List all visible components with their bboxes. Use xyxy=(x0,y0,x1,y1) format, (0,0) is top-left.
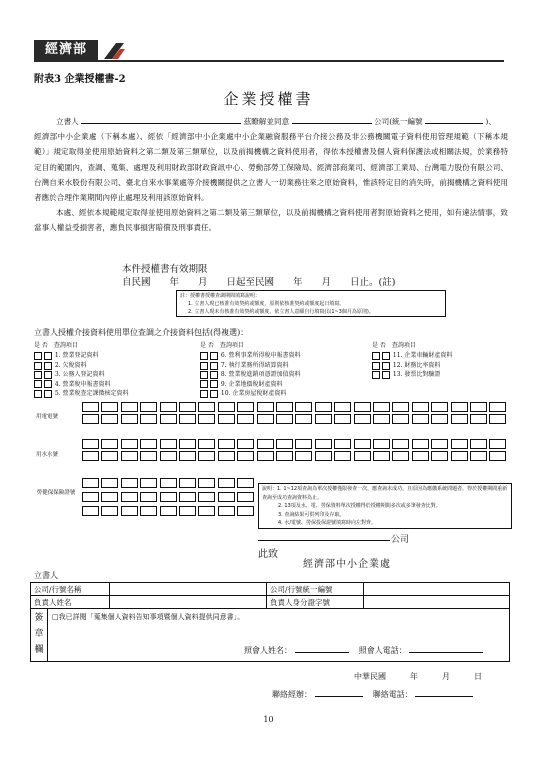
digit-box[interactable] xyxy=(412,414,429,424)
intro-paragraph-1: 經濟部中小企業處（下稱本處）、經依「經濟部中小企業處中小企業融資服務平台介接公務及非公務機關電子資料使用管理規範（下稱本規範）」規定取得並使用原始資料之第二類及第三類單位，以及前揭機構之資料使用者，得依本授權書及個人資料保護法或相關法規，於業務特定目的範圍內，查調、蒐集、處理及利用財政部財政資訊中心、勞動部勞工保險局、經濟部商業司、經濟部工業局、台灣電力股份有限公司、台灣自來水股份有限公司、臺北自來水事業處等介接機關提供之立書人一切業務往來之原始資料，惟該特定目的消失時，前揭機構之資料使用者應於合理作業期間內停止處理及利用該原始資料。 xyxy=(34,132,508,203)
water-number-label: 用水水號 xyxy=(36,452,59,458)
digit-box[interactable] xyxy=(101,492,118,502)
digit-box[interactable] xyxy=(431,439,448,449)
no-checkbox[interactable] xyxy=(44,390,52,398)
no-checkbox[interactable] xyxy=(210,371,218,379)
yes-checkbox[interactable] xyxy=(372,352,380,360)
seal-label: 簽章欄 xyxy=(31,609,48,661)
intro-consent: 茲瞭解並同意 xyxy=(243,117,290,126)
digit-box[interactable] xyxy=(431,451,448,461)
guarantor-name-label: 照會人姓名： xyxy=(244,646,292,655)
digit-box[interactable] xyxy=(140,414,157,424)
digit-box[interactable] xyxy=(179,506,196,516)
digit-box[interactable] xyxy=(334,414,351,424)
check-item-label: 2. 欠稅資料 xyxy=(54,361,87,369)
digit-box[interactable] xyxy=(140,492,157,502)
checklist-column-1 xyxy=(34,341,129,398)
yes-checkbox[interactable] xyxy=(200,380,208,388)
check-item xyxy=(34,389,129,398)
digit-box[interactable] xyxy=(237,506,254,516)
digit-box[interactable] xyxy=(315,414,332,424)
company-name-blank[interactable] xyxy=(292,114,372,124)
no-checkbox[interactable] xyxy=(382,352,390,360)
explanation-item: 4. 水/電號、勞保投保證號填寫時向左對齊。 xyxy=(278,520,377,526)
digit-box[interactable] xyxy=(218,439,235,449)
digit-box[interactable] xyxy=(82,492,99,502)
check-item xyxy=(34,361,129,370)
check-item xyxy=(200,389,301,398)
digit-box[interactable] xyxy=(160,492,177,502)
check-item xyxy=(34,370,129,379)
digit-box[interactable] xyxy=(489,402,506,412)
document-title: 企業授權書 xyxy=(223,90,314,108)
digit-box[interactable] xyxy=(179,478,196,488)
signer-label: 立書人 xyxy=(34,571,58,580)
digit-box[interactable] xyxy=(412,402,429,412)
yes-checkbox[interactable] xyxy=(200,362,208,370)
contact-handler-blank[interactable] xyxy=(315,687,363,697)
contact-phone-blank[interactable] xyxy=(415,687,473,697)
digit-box[interactable] xyxy=(82,439,99,449)
digit-box[interactable] xyxy=(392,451,409,461)
digit-box[interactable] xyxy=(101,402,118,412)
water-number-grid[interactable] xyxy=(82,439,512,475)
labor-insurance-label: 勞健保保險證號 xyxy=(36,490,76,496)
digit-box[interactable] xyxy=(276,451,293,461)
digit-box[interactable] xyxy=(431,402,448,412)
digit-box[interactable] xyxy=(257,414,274,424)
digit-box[interactable] xyxy=(295,451,312,461)
yes-checkbox[interactable] xyxy=(200,371,208,379)
check-item-label: 11. 企業車輛財產資料 xyxy=(392,352,453,360)
no-checkbox[interactable] xyxy=(210,390,218,398)
check-item xyxy=(372,351,452,360)
no-checkbox[interactable] xyxy=(382,362,390,370)
explanation-item: 說明：1. 1~12項查詢為單次授權僅限發查一次，應查詢未成功，且原因為應繳系統問題者，得於授權期間重新查詢至成功查詢資料為止。 xyxy=(262,486,508,501)
labor-insurance-grid[interactable] xyxy=(82,478,256,528)
check-item xyxy=(200,361,301,370)
digit-box[interactable] xyxy=(354,414,371,424)
no-checkbox[interactable] xyxy=(210,352,218,360)
checklist-column-3 xyxy=(372,341,452,380)
digit-box[interactable] xyxy=(489,451,506,461)
digit-box[interactable] xyxy=(373,439,390,449)
explanation-item: 2. 13項及水、電、勞保資料單次授權得於授權期間多次或多筆發查比對。 xyxy=(278,503,441,509)
digit-box[interactable] xyxy=(315,402,332,412)
check-item-label: 7. 執行業務所得結算資料 xyxy=(220,361,289,369)
digit-box[interactable] xyxy=(412,439,429,449)
digit-box[interactable] xyxy=(121,478,138,488)
digit-box[interactable] xyxy=(82,451,99,461)
digit-box[interactable] xyxy=(179,402,196,412)
yes-checkbox[interactable] xyxy=(34,390,42,398)
yes-checkbox[interactable] xyxy=(34,352,42,360)
intro-party: 立書人 xyxy=(56,117,79,126)
check-item-label: 4. 營業稅申報書資料 xyxy=(54,380,111,388)
digit-box[interactable] xyxy=(470,451,487,461)
digit-box[interactable] xyxy=(354,439,371,449)
yes-checkbox[interactable] xyxy=(34,380,42,388)
owner-name-field[interactable] xyxy=(110,596,267,609)
digit-box[interactable] xyxy=(218,492,235,502)
company-name-label: 公司/行號名稱 xyxy=(31,583,110,596)
digit-box[interactable] xyxy=(470,402,487,412)
validity-note-title: 註：授權書授權查調期間填寫說明： xyxy=(180,293,261,299)
digit-box[interactable] xyxy=(218,451,235,461)
yes-checkbox[interactable] xyxy=(372,362,380,370)
check-item-label: 10. 企業房屋稅財產資料 xyxy=(220,390,287,398)
page-number: 10 xyxy=(263,715,274,724)
farewell: 此致 xyxy=(258,549,278,560)
column-header: 是 否 查詢項目 xyxy=(200,342,244,349)
guarantor-phone-blank[interactable] xyxy=(409,643,483,653)
digit-box[interactable] xyxy=(101,414,118,424)
guarantor-name-blank[interactable] xyxy=(295,643,349,653)
yes-checkbox[interactable] xyxy=(200,352,208,360)
digit-box[interactable] xyxy=(198,478,215,488)
ministry-logo: 經濟部 xyxy=(34,40,98,60)
digit-box[interactable] xyxy=(334,402,351,412)
digit-box[interactable] xyxy=(257,439,274,449)
digit-box[interactable] xyxy=(218,506,235,516)
digit-box[interactable] xyxy=(82,478,99,488)
no-checkbox[interactable] xyxy=(382,371,390,379)
validity-note-item: 2. 立書人現未有核准有效契約或額度，依立書人意願自行填寫(以1~3個月為原則)。 xyxy=(188,309,374,315)
check-item-label: 9. 企業地價稅財產資料 xyxy=(220,380,283,388)
company-name-field[interactable] xyxy=(110,583,267,596)
digit-box[interactable] xyxy=(121,439,138,449)
company-name-line[interactable] xyxy=(258,540,390,541)
check-item xyxy=(200,380,301,389)
check-item xyxy=(34,380,129,389)
company-suffix: 公司 xyxy=(391,535,410,545)
header-rule xyxy=(34,60,504,62)
consent-checkbox-label[interactable]: □我已詳閱「蒐集個人資料告知事項暨個人資料提供同意書」。 xyxy=(52,613,245,621)
check-item-label: 1. 營業登記資料 xyxy=(54,352,99,360)
check-item xyxy=(200,351,301,360)
intro-text xyxy=(34,114,508,236)
digit-box[interactable] xyxy=(257,402,274,412)
digit-box[interactable] xyxy=(101,506,118,516)
digit-box[interactable] xyxy=(334,451,351,461)
digit-box[interactable] xyxy=(121,492,138,502)
yes-checkbox[interactable] xyxy=(34,362,42,370)
recipient: 經濟部中小企業處 xyxy=(303,559,391,570)
checklist-column-2 xyxy=(200,341,301,398)
digit-box[interactable] xyxy=(198,492,215,502)
digit-box[interactable] xyxy=(412,451,429,461)
digit-box[interactable] xyxy=(276,414,293,424)
company-id-label: 公司/行號統一編號 xyxy=(267,583,364,596)
digit-box[interactable] xyxy=(218,402,235,412)
digit-box[interactable] xyxy=(470,414,487,424)
digit-box[interactable] xyxy=(101,439,118,449)
digit-box[interactable] xyxy=(237,439,254,449)
digit-box[interactable] xyxy=(140,451,157,461)
digit-box[interactable] xyxy=(489,439,506,449)
digit-box[interactable] xyxy=(451,402,468,412)
digit-box[interactable] xyxy=(295,402,312,412)
digit-box[interactable] xyxy=(392,414,409,424)
digit-box[interactable] xyxy=(82,506,99,516)
digit-box[interactable] xyxy=(489,414,506,424)
digit-box[interactable] xyxy=(392,402,409,412)
intro-paragraph-2: 本處、經依本規範規定取得並使用原始資料之第二類及第三類單位，以及前揭機構之資料使用者對原始資料之使用，如有違法情事，致當事人權益受損害者，應負民事損害賠償及刑事責任。 xyxy=(34,208,508,233)
check-item-label: 13. 發票比對驗證 xyxy=(392,371,441,379)
column-header: 是 否 查詢項目 xyxy=(372,342,416,349)
digit-box[interactable] xyxy=(160,506,177,516)
digit-box[interactable] xyxy=(237,402,254,412)
check-item-label: 5. 營業稅查定課徵核定資料 xyxy=(54,390,129,398)
column-header: 是 否 查詢項目 xyxy=(34,342,78,349)
explanation-box xyxy=(258,483,512,529)
digit-box[interactable] xyxy=(82,402,99,412)
digit-box[interactable] xyxy=(198,414,215,424)
digit-box[interactable] xyxy=(179,414,196,424)
date-line[interactable]: 中華民國 年 月 日 xyxy=(354,672,482,681)
check-item-label: 12. 財務比率資料 xyxy=(392,361,441,369)
validity-period[interactable]: 自民國 年 月 日起至民國 年 月 日止。(註) xyxy=(122,277,396,288)
digit-box[interactable] xyxy=(334,439,351,449)
digit-box[interactable] xyxy=(160,478,177,488)
digit-box[interactable] xyxy=(198,439,215,449)
owner-name-label: 負責人姓名 xyxy=(31,596,110,609)
seal-area[interactable] xyxy=(31,609,510,662)
digit-box[interactable] xyxy=(101,451,118,461)
digit-box[interactable] xyxy=(237,414,254,424)
digit-box[interactable] xyxy=(179,451,196,461)
digit-box[interactable] xyxy=(179,439,196,449)
digit-box[interactable] xyxy=(431,414,448,424)
yes-checkbox[interactable] xyxy=(34,371,42,379)
digit-box[interactable] xyxy=(354,451,371,461)
digit-box[interactable] xyxy=(218,478,235,488)
no-checkbox[interactable] xyxy=(210,380,218,388)
digit-box[interactable] xyxy=(198,506,215,516)
no-checkbox[interactable] xyxy=(44,371,52,379)
digit-box[interactable] xyxy=(179,492,196,502)
digit-box[interactable] xyxy=(160,402,177,412)
digit-box[interactable] xyxy=(218,414,235,424)
digit-box[interactable] xyxy=(237,492,254,502)
owner-id-field[interactable] xyxy=(364,596,510,609)
contact-handler-label: 聯絡經辦： xyxy=(272,690,312,699)
party-name-blank[interactable] xyxy=(81,114,241,124)
check-item xyxy=(200,370,301,379)
contact-line xyxy=(272,687,473,700)
digit-box[interactable] xyxy=(451,414,468,424)
digit-box[interactable] xyxy=(276,402,293,412)
digit-box[interactable] xyxy=(237,451,254,461)
digit-box[interactable] xyxy=(315,451,332,461)
ministry-emblem-icon xyxy=(100,40,126,60)
no-checkbox[interactable] xyxy=(44,380,52,388)
no-checkbox[interactable] xyxy=(44,352,52,360)
digit-box[interactable] xyxy=(82,414,99,424)
digit-box[interactable] xyxy=(198,402,215,412)
explanation-item: 3. 查詢結果可供列印及存取。 xyxy=(278,511,345,518)
digit-box[interactable] xyxy=(121,402,138,412)
digit-box[interactable] xyxy=(237,478,254,488)
digit-box[interactable] xyxy=(160,451,177,461)
digit-box[interactable] xyxy=(140,439,157,449)
digit-box[interactable] xyxy=(121,506,138,516)
digit-box[interactable] xyxy=(373,451,390,461)
no-checkbox[interactable] xyxy=(210,362,218,370)
digit-box[interactable] xyxy=(295,439,312,449)
digit-box[interactable] xyxy=(198,451,215,461)
digit-box[interactable] xyxy=(295,414,312,424)
validity-title: 本件授權書有效期限 xyxy=(122,264,208,275)
digit-box[interactable] xyxy=(392,439,409,449)
digit-box[interactable] xyxy=(121,451,138,461)
check-item-label: 8. 營業稅進銷項憑證加值資料 xyxy=(220,371,301,379)
signature-table xyxy=(30,582,510,662)
digit-box[interactable] xyxy=(257,451,274,461)
company-id-field[interactable] xyxy=(364,583,510,596)
check-item xyxy=(372,370,452,379)
check-item-label: 6. 營利事業所得稅申報書資料 xyxy=(220,352,301,360)
check-item-label: 3. 公務人登記資料 xyxy=(54,371,105,379)
digit-box[interactable] xyxy=(451,439,468,449)
digit-box[interactable] xyxy=(140,402,157,412)
guarantor-phone-label: 照會人電話： xyxy=(358,646,407,655)
digit-box[interactable] xyxy=(373,414,390,424)
digit-box[interactable] xyxy=(373,402,390,412)
digit-box[interactable] xyxy=(354,402,371,412)
digit-box[interactable] xyxy=(470,439,487,449)
digit-box[interactable] xyxy=(451,451,468,461)
no-checkbox[interactable] xyxy=(44,362,52,370)
intro-close: )、 xyxy=(485,117,496,126)
digit-box[interactable] xyxy=(160,439,177,449)
digit-box[interactable] xyxy=(276,439,293,449)
owner-id-label: 負責人身分證字號 xyxy=(267,596,364,609)
digit-box[interactable] xyxy=(315,439,332,449)
check-item xyxy=(34,351,129,360)
yes-checkbox[interactable] xyxy=(200,390,208,398)
digit-box[interactable] xyxy=(121,414,138,424)
tax-id-blank[interactable] xyxy=(425,114,483,124)
yes-checkbox[interactable] xyxy=(372,371,380,379)
digit-box[interactable] xyxy=(140,478,157,488)
contact-phone-label: 聯絡電話： xyxy=(372,690,413,699)
intro-company: 公司(統一編號 xyxy=(374,117,423,126)
digit-box[interactable] xyxy=(140,506,157,516)
form-number: 附表3 企業授權書-2 xyxy=(34,74,126,85)
digit-box[interactable] xyxy=(160,414,177,424)
validity-note-item: 1. 立書人現已核准有效契約或額度，原則依核准契約或額度起日填寫。 xyxy=(188,301,345,307)
validity-note xyxy=(176,290,446,317)
checklist-intro: 立書人授權介接資料使用單位查調之介接資料包括(得複選)： xyxy=(34,328,249,337)
power-number-label: 用電電號 xyxy=(36,414,59,420)
digit-box[interactable] xyxy=(101,478,118,488)
check-item xyxy=(372,361,452,370)
